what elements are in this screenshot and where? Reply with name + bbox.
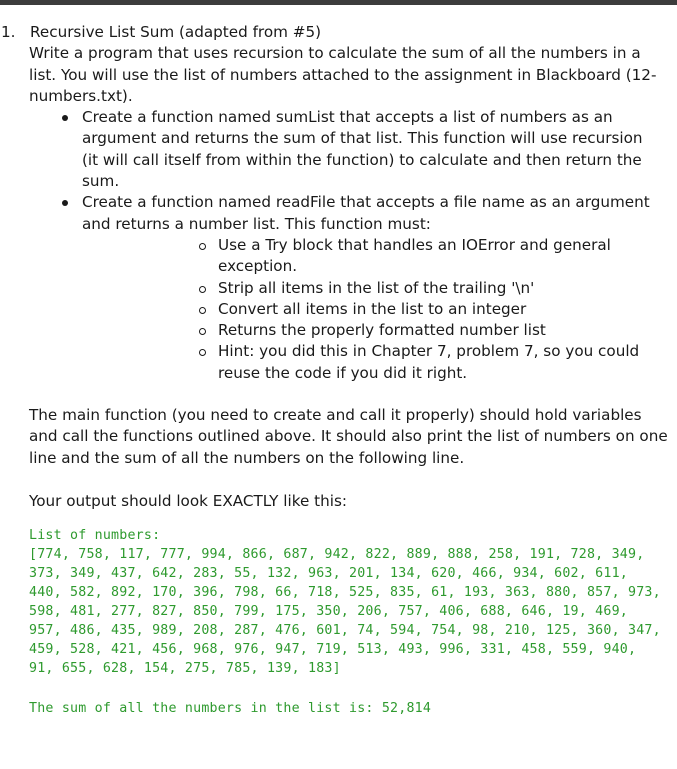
list-item: Hint: you did this in Chapter 7, problem 7, so you could reuse the code if you did it right. — [82, 341, 649, 384]
top-border — [0, 0, 677, 5]
list-item: Convert all items in the list to an integer — [82, 299, 649, 320]
sumlist-requirement: Create a function named sumList that accepts a list of numbers as an argument and returns the sum of that list. This function will use recursion (it will call itself from within the function) to calculate and then return the sum. — [82, 108, 643, 191]
output-intro: Your output should look EXACTLY like this: — [29, 491, 347, 510]
problem-title: Recursive List Sum (adapted from #5) — [30, 23, 322, 41]
sample-output-header: List of numbers: — [29, 528, 161, 544]
problem-intro: Write a program that uses recursion to calculate the sum of all the numbers in a list. You will use the list of numbers attached to the assignment in Blackboard (12-numbers.txt). — [29, 44, 657, 105]
assignment-document — [0, 22, 677, 718]
list-item — [0, 192, 659, 384]
problem-number: 1. — [1, 23, 16, 41]
sample-output-sum: The sum of all the numbers in the list is: 52,814 — [29, 701, 432, 717]
sample-output-numbers: [774, 758, 117, 777, 994, 866, 687, 942, 822, 889, 888, 258, 191, 728, 349, 373, 349, 437, 642, 283, 55, 132, 963, 201, 134, 620, 466, 934, 602, 611, 440, 582, 892, 170, 396, 798, 66, 718, 525, 835, 61, 193, 363, 880, 857, 973, 598, 481, 277, 827, 850, 799, 175, 350, 206, 757, 406, 688, 646, 19, 469, 957, 486, 435, 989, 208, 287, 476, 601, 74, 594, 754, 98, 210, 125, 360, 347, 459, 528, 421, 456, 968, 976, 947, 719, 513, 493, 996, 331, 458, 559, 940, 91, 655, 628, 154, 275, 785, 139, 183] — [29, 547, 661, 677]
readfile-subrequirements — [82, 235, 659, 384]
list-item: Strip all items in the list of the trailing '\n' — [82, 278, 649, 299]
problem-heading — [0, 22, 677, 43]
list-item: Returns the properly formatted number list — [82, 320, 649, 341]
readfile-requirement: Create a function named readFile that accepts a file name as an argument and returns a number list. This function must: — [82, 193, 650, 233]
main-function-paragraph: The main function (you need to create and call it properly) should hold variables and call the functions outlined above. It should also print the list of numbers on one line and the sum of all the numbers on the following line. — [29, 406, 668, 467]
requirements-list — [0, 107, 677, 384]
list-item: Use a Try block that handles an IOError and general exception. — [82, 235, 649, 278]
list-item — [0, 107, 659, 192]
